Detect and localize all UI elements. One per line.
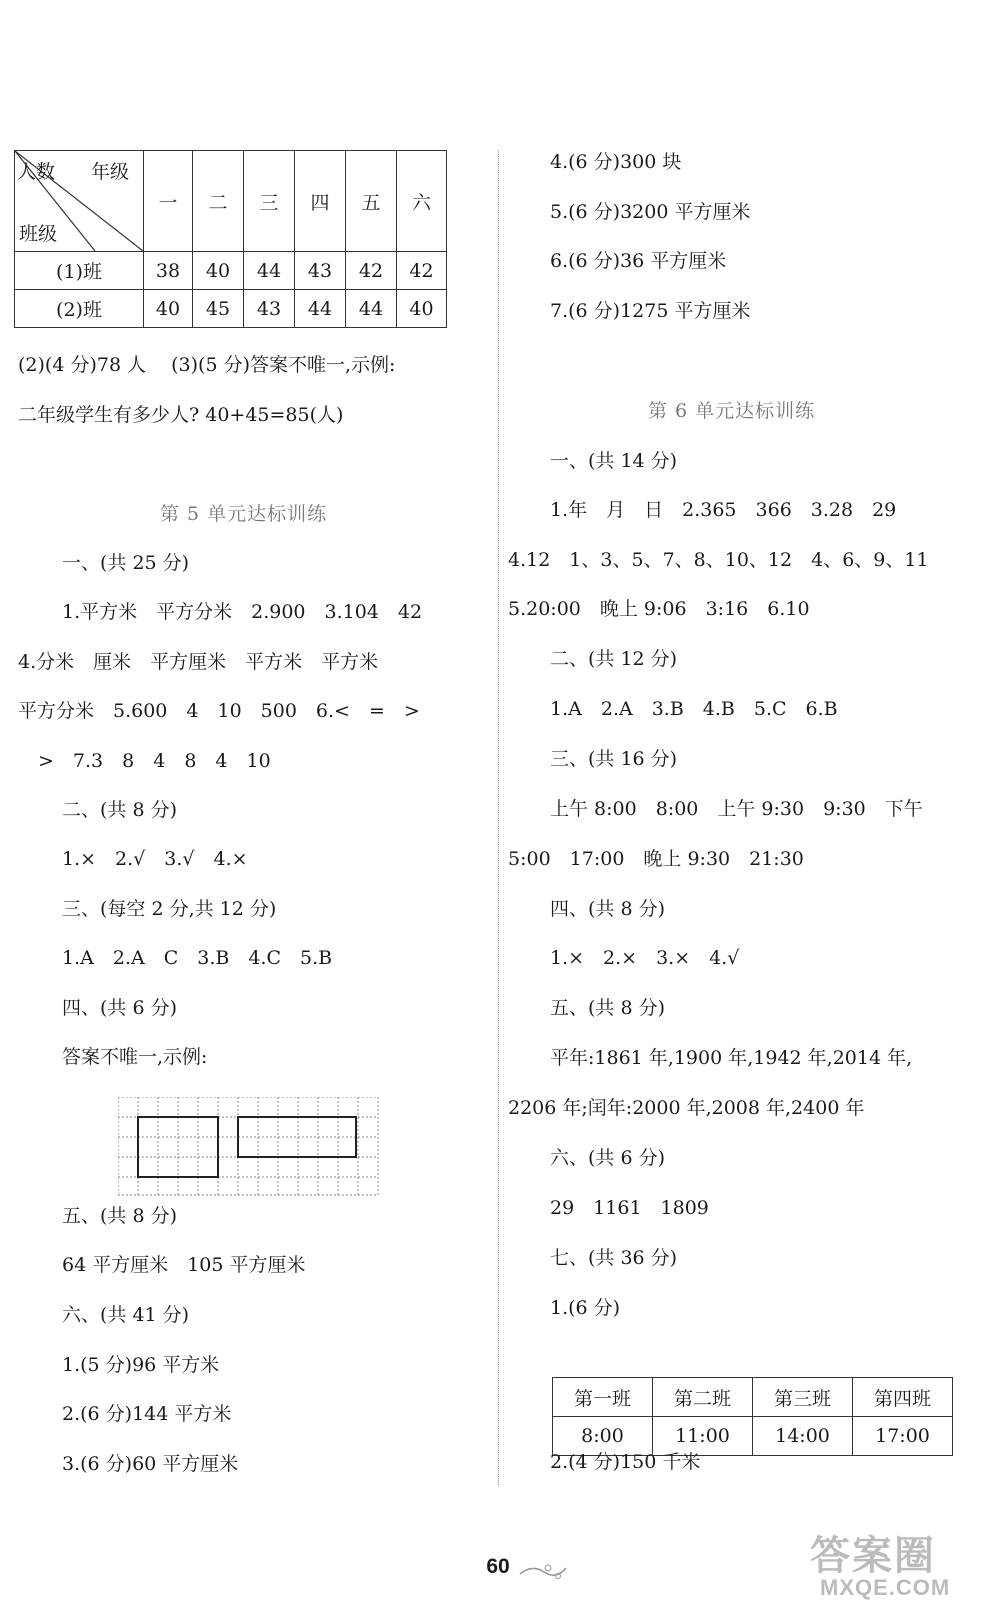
table-cell: 42 bbox=[397, 252, 447, 290]
table-row bbox=[553, 1378, 953, 1417]
answer-line: 4.分米 厘米 平方厘米 平方米 平方米 bbox=[18, 651, 379, 673]
table-cell: 14:00 bbox=[753, 1417, 853, 1456]
table-cell: 42 bbox=[346, 252, 397, 290]
table-row bbox=[15, 290, 447, 328]
header-cell: 五 bbox=[346, 151, 397, 252]
table-cell: 8:00 bbox=[553, 1417, 653, 1456]
section-heading: 一、(共 14 分) bbox=[550, 450, 678, 472]
header-cell: 第四班 bbox=[853, 1378, 953, 1417]
header-cell: 一 bbox=[144, 151, 193, 252]
answer-line: 1.年 月 日 2.365 366 3.28 29 bbox=[550, 499, 897, 521]
answer-line: 2206 年;闰年:2000 年,2008 年,2400 年 bbox=[508, 1097, 865, 1119]
answer-line: 1.A 2.A C 3.B 4.C 5.B bbox=[62, 947, 333, 969]
table-row bbox=[15, 252, 447, 290]
table-cell: 40 bbox=[397, 290, 447, 328]
answer-line: 平方分米 5.600 4 10 500 6.< = > bbox=[18, 700, 420, 722]
table-cell: 43 bbox=[295, 252, 346, 290]
answer-line: 7.(6 分)1275 平方厘米 bbox=[550, 300, 751, 322]
header-cell: 六 bbox=[397, 151, 447, 252]
table-cell: 44 bbox=[346, 290, 397, 328]
answer-line: 1.(6 分) bbox=[550, 1297, 621, 1319]
section-heading: 二、(共 8 分) bbox=[62, 799, 177, 821]
grade-class-table bbox=[14, 150, 447, 328]
answer-line: 5:00 17:00 晚上 9:30 21:30 bbox=[508, 848, 804, 870]
table-cell: 40 bbox=[144, 290, 193, 328]
answer-line: 1.A 2.A 3.B 4.B 5.C 6.B bbox=[550, 698, 838, 720]
shift-time-table bbox=[552, 1377, 953, 1456]
answer-line: 29 1161 1809 bbox=[550, 1197, 709, 1219]
answer-line: 64 平方厘米 105 平方厘米 bbox=[62, 1254, 306, 1276]
table-cell: 43 bbox=[244, 290, 295, 328]
unit5-title: 第 5 单元达标训练 bbox=[160, 503, 328, 525]
answer-line: 5.20:00 晚上 9:06 3:16 6.10 bbox=[508, 598, 810, 620]
answer-line: 平年:1861 年,1900 年,1942 年,2014 年, bbox=[550, 1047, 913, 1069]
table-cell: 38 bbox=[144, 252, 193, 290]
row-label: (2)班 bbox=[15, 290, 144, 328]
section-heading: 四、(共 8 分) bbox=[550, 898, 665, 920]
answer-line: 上午 8:00 8:00 上午 9:30 9:30 下午 bbox=[550, 798, 923, 820]
answer-line: 1.(5 分)96 平方米 bbox=[62, 1354, 220, 1376]
answer-line: 3.(6 分)60 平方厘米 bbox=[62, 1453, 239, 1475]
unit6-title: 第 6 单元达标训练 bbox=[648, 400, 816, 422]
header-cell: 二 bbox=[193, 151, 244, 252]
answer-line: 1.× 2.× 3.× 4.√ bbox=[550, 947, 740, 969]
answer-line: 二年级学生有多少人? 40+45=85(人) bbox=[18, 404, 344, 426]
header-cell: 第一班 bbox=[553, 1378, 653, 1417]
table-cell: 44 bbox=[295, 290, 346, 328]
answer-line: 答案不唯一,示例: bbox=[62, 1046, 208, 1068]
corner-label-grade: 年级 bbox=[91, 161, 130, 183]
page-number: 60 bbox=[486, 1555, 510, 1578]
answer-line: 5.(6 分)3200 平方厘米 bbox=[550, 201, 751, 223]
answer-line: 2.(6 分)144 平方米 bbox=[62, 1403, 232, 1425]
section-heading: 七、(共 36 分) bbox=[550, 1247, 678, 1269]
leaf-ornament-icon bbox=[518, 1562, 568, 1582]
section-heading: 三、(每空 2 分,共 12 分) bbox=[62, 898, 277, 920]
table-cell: 40 bbox=[193, 252, 244, 290]
row-label: (1)班 bbox=[15, 252, 144, 290]
header-cell: 四 bbox=[295, 151, 346, 252]
section-heading: 五、(共 8 分) bbox=[550, 997, 665, 1019]
section-heading: 三、(共 16 分) bbox=[550, 748, 678, 770]
header-cell: 三 bbox=[244, 151, 295, 252]
answer-line: 1.平方米 平方分米 2.900 3.104 42 bbox=[62, 601, 423, 623]
section-heading: 一、(共 25 分) bbox=[62, 552, 190, 574]
answer-line: > 7.3 8 4 8 4 10 bbox=[38, 750, 271, 772]
table-cell: 45 bbox=[193, 290, 244, 328]
header-cell: 第三班 bbox=[753, 1378, 853, 1417]
section-heading: 六、(共 6 分) bbox=[550, 1147, 665, 1169]
answer-line: (2)(4 分)78 人 (3)(5 分)答案不唯一,示例: bbox=[18, 354, 396, 376]
corner-label-people: 人数 bbox=[17, 161, 56, 183]
table-cell: 44 bbox=[244, 252, 295, 290]
diagonal-header-cell bbox=[15, 151, 144, 252]
answer-line: 2.(4 分)150 千米 bbox=[550, 1451, 701, 1473]
column-divider bbox=[498, 150, 499, 1485]
answer-line: 4.12 1、3、5、7、8、10、12 4、6、9、11 bbox=[508, 549, 929, 571]
grid-figure bbox=[118, 1097, 380, 1197]
section-heading: 四、(共 6 分) bbox=[62, 997, 177, 1019]
section-heading: 六、(共 41 分) bbox=[62, 1304, 190, 1326]
answer-line: 6.(6 分)36 平方厘米 bbox=[550, 250, 727, 272]
header-cell: 第二班 bbox=[653, 1378, 753, 1417]
watermark-top: 答案圈 bbox=[810, 1534, 936, 1578]
section-heading: 五、(共 8 分) bbox=[62, 1205, 177, 1227]
corner-label-class: 班级 bbox=[19, 223, 58, 245]
watermark-logo bbox=[810, 1535, 950, 1599]
table-cell: 17:00 bbox=[853, 1417, 953, 1456]
table-cell: 11:00 bbox=[653, 1417, 753, 1456]
answer-line: 1.× 2.√ 3.√ 4.× bbox=[62, 848, 248, 870]
answer-line: 4.(6 分)300 块 bbox=[550, 151, 682, 173]
section-heading: 二、(共 12 分) bbox=[550, 648, 678, 670]
watermark-bottom: MXQE.COM bbox=[820, 1575, 951, 1600]
